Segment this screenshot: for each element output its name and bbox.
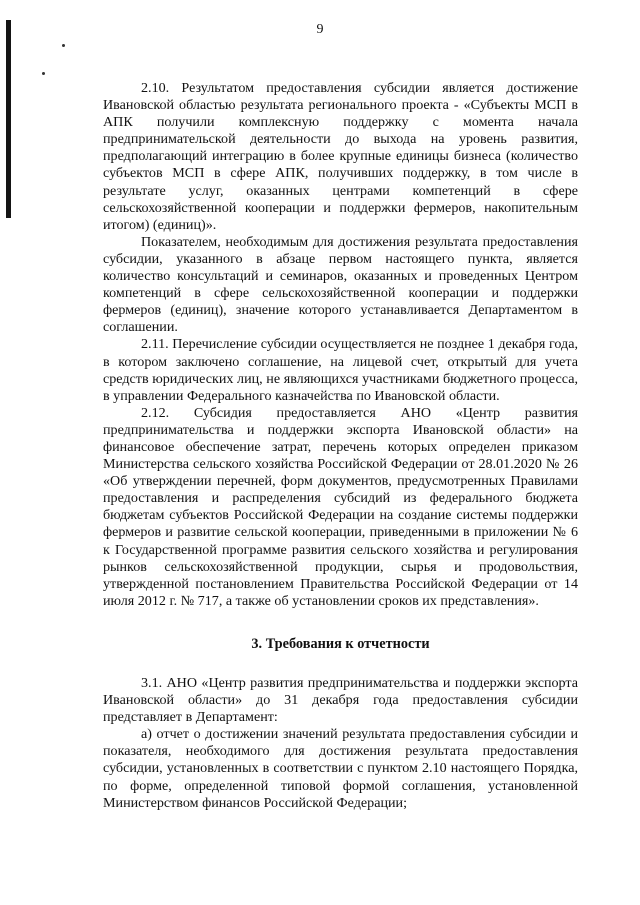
paragraph-2-12: 2.12. Субсидия предоставляется АНО «Центр развития предпринимательства и поддержки экспорта Ивановской области» на финансовое обеспечение затрат, перечень которых определен приказом Министерства сельского хозяйства Российской Федерации от 28.01.2020 № 26 «Об утверждении перечней, форм документов, предусмотренных Правилами предоставления и распределения субсидий из федерального бюджета бюджетам субъектов Российской Федерации на создание системы поддержки фермеров и развитие сельской кооперации, приведенными в приложении № 6 к Государственной программе развития сельского хозяйства и регулирования рынков сельскохозяйственной продукции, сырья и продовольствия, утвержденной постановлением Правительства Российской Федерации от 14 июля 2012 г. № 717, а также об установлении сроков их представления».	[103, 404, 578, 609]
paragraph-3-1: 3.1. АНО «Центр развития предпринимательства и поддержки экспорта Ивановской области» до 31 декабря года предоставления субсидии представляет в Департамент:	[103, 675, 578, 726]
document-body	[103, 80, 578, 812]
scan-edge-mark	[6, 20, 11, 218]
scan-speck	[42, 72, 45, 75]
paragraph-2-10-indicator: Показателем, необходимым для достижения результата предоставления субсидии, указанного в абзаце первом настоящего пункта, является количество консультаций и семинаров, оказанных и проведенных Центром компетенций в сфере сельскохозяйственной кооперации и поддержки фермеров (единиц), значение которого устанавливается Департаментом в соглашении.	[103, 233, 578, 336]
page-number: 9	[316, 22, 324, 37]
section-heading: 3. Требования к отчетности	[251, 635, 430, 652]
paragraph-2-10: 2.10. Результатом предоставления субсидии является достижение Ивановской областью результата регионального проекта - «Субъекты МСП в АПК получили комплексную поддержку с момента начала предпринимательской деятельности до выхода на уровень развития, предполагающий интеграцию в более крупные единицы бизнеса (количество субъектов МСП в сфере АПК, получивших поддержку, в том числе в результате услуг, оказанных центрами компетенций в сфере сельскохозяйственной кооперации и поддержки фермеров, накопительным итогом) (единиц)».	[103, 80, 578, 233]
paragraph-3-1-a: а) отчет о достижении значений результата предоставления субсидии и показателя, необходимого для достижения результата предоставления субсидии, установленных в соответствии с пунктом 2.10 настоящего Порядка, по форме, определенной типовой формой соглашения, установленной Министерством финансов Российской Федерации;	[103, 726, 578, 811]
paragraph-2-11: 2.11. Перечисление субсидии осуществляется не позднее 1 декабря года, в котором заключено соглашение, на лицевой счет, открытый для учета средств юридических лиц, не являющихся участниками бюджетного процесса, в управлении Федерального казначейства по Ивановской области.	[103, 336, 578, 404]
scan-speck	[62, 44, 65, 47]
